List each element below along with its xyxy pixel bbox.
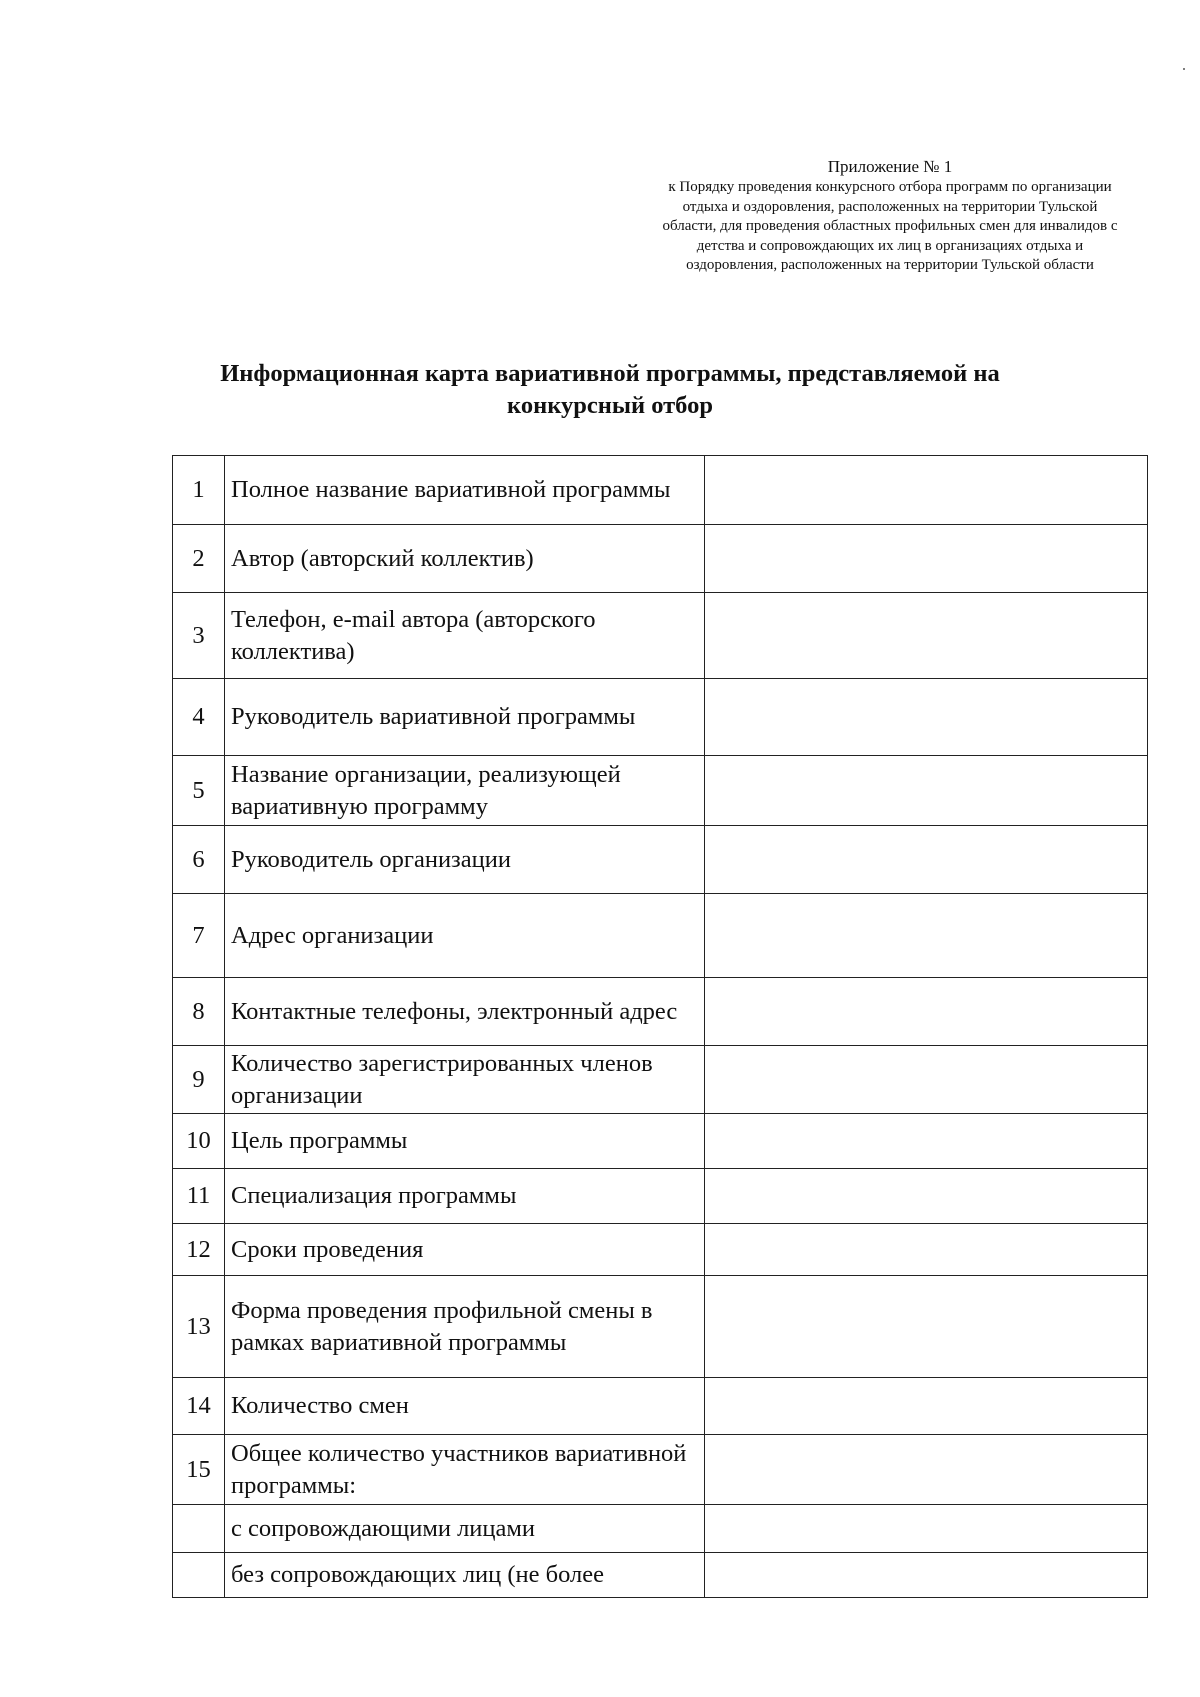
row-number: 15 xyxy=(173,1435,225,1505)
row-label: Форма проведения профильной смены в рамках вариативной программы xyxy=(225,1276,705,1378)
row-value-cell[interactable] xyxy=(705,679,1148,756)
row-label: без сопровождающих лиц (не более xyxy=(225,1553,705,1598)
row-number: 4 xyxy=(173,679,225,756)
table-row xyxy=(173,1553,1148,1598)
row-number: 10 xyxy=(173,1114,225,1169)
table-row xyxy=(173,593,1148,679)
row-value-cell[interactable] xyxy=(705,456,1148,525)
row-label: Адрес организации xyxy=(225,894,705,978)
row-label: Сроки проведения xyxy=(225,1224,705,1276)
table-row xyxy=(173,1224,1148,1276)
row-value-cell[interactable] xyxy=(705,1276,1148,1378)
table-row xyxy=(173,525,1148,593)
row-value-cell[interactable] xyxy=(705,1505,1148,1553)
row-label: Телефон, e-mail автора (авторского коллектива) xyxy=(225,593,705,679)
row-number: 3 xyxy=(173,593,225,679)
row-value-cell[interactable] xyxy=(705,1114,1148,1169)
row-label: Специализация программы xyxy=(225,1169,705,1224)
table-row xyxy=(173,1505,1148,1553)
row-number: 7 xyxy=(173,894,225,978)
row-label: Количество смен xyxy=(225,1378,705,1435)
row-number xyxy=(173,1553,225,1598)
row-number: 9 xyxy=(173,1046,225,1114)
row-number xyxy=(173,1505,225,1553)
scan-speck xyxy=(1183,68,1185,70)
appendix-body: к Порядку проведения конкурсного отбора программ по организации отдыха и оздоровления, расположенных на территории Тульской области, для проведения областных профильных смен для инвалидов с детства и сопровождающих их лиц в организациях отдыха и оздоровления, расположенных на территории Тульской области xyxy=(662,179,1118,273)
row-number: 8 xyxy=(173,978,225,1046)
row-label: Контактные телефоны, электронный адрес xyxy=(225,978,705,1046)
row-value-cell[interactable] xyxy=(705,1553,1148,1598)
row-label: Общее количество участников вариативной программы: xyxy=(225,1435,705,1505)
row-label: Полное название вариативной программы xyxy=(225,456,705,525)
row-label: Руководитель вариативной программы xyxy=(225,679,705,756)
table-row xyxy=(173,679,1148,756)
table-row xyxy=(173,1276,1148,1378)
row-number: 12 xyxy=(173,1224,225,1276)
row-value-cell[interactable] xyxy=(705,826,1148,894)
document-title: Информационная карта вариативной программы, представляемой на конкурсный отбор xyxy=(220,360,1000,419)
row-label: Цель программы xyxy=(225,1114,705,1169)
row-label: с сопровождающими лицами xyxy=(225,1505,705,1553)
row-value-cell[interactable] xyxy=(705,525,1148,593)
row-value-cell[interactable] xyxy=(705,1435,1148,1505)
table-row xyxy=(173,826,1148,894)
row-number: 11 xyxy=(173,1169,225,1224)
table-row xyxy=(173,456,1148,525)
table-row xyxy=(173,1435,1148,1505)
row-value-cell[interactable] xyxy=(705,1224,1148,1276)
table-row xyxy=(173,1378,1148,1435)
row-label: Название организации, реализующей вариативную программу xyxy=(225,756,705,826)
row-number: 1 xyxy=(173,456,225,525)
row-number: 13 xyxy=(173,1276,225,1378)
row-label: Количество зарегистрированных членов организации xyxy=(225,1046,705,1114)
table-row xyxy=(173,1046,1148,1114)
info-card-table xyxy=(172,455,1148,1598)
row-number: 14 xyxy=(173,1378,225,1435)
row-value-cell[interactable] xyxy=(705,978,1148,1046)
row-number: 5 xyxy=(173,756,225,826)
row-number: 2 xyxy=(173,525,225,593)
row-value-cell[interactable] xyxy=(705,1046,1148,1114)
table-row xyxy=(173,1169,1148,1224)
row-value-cell[interactable] xyxy=(705,756,1148,826)
row-value-cell[interactable] xyxy=(705,894,1148,978)
row-label: Руководитель организации xyxy=(225,826,705,894)
appendix-note xyxy=(655,156,1125,276)
table-row xyxy=(173,1114,1148,1169)
table-row xyxy=(173,978,1148,1046)
row-label: Автор (авторский коллектив) xyxy=(225,525,705,593)
row-value-cell[interactable] xyxy=(705,1169,1148,1224)
table-row xyxy=(173,894,1148,978)
table-row xyxy=(173,756,1148,826)
appendix-title: Приложение № 1 xyxy=(827,157,953,176)
row-value-cell[interactable] xyxy=(705,593,1148,679)
row-number: 6 xyxy=(173,826,225,894)
row-value-cell[interactable] xyxy=(705,1378,1148,1435)
